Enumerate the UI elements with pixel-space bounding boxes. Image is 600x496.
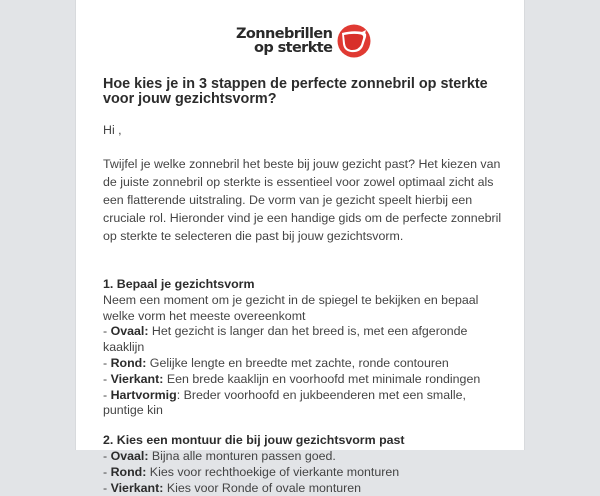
- email-title: Hoe kies je in 3 stappen de perfecte zonnebril op sterkte voor jouw gezichtsvorm?: [103, 76, 488, 107]
- list-item: - Vierkant: Een brede kaaklijn en voorhoofd met minimale rondingen: [103, 371, 481, 386]
- sunglasses-lens-icon: [337, 24, 371, 58]
- greeting: Hi ,: [103, 123, 122, 137]
- item-label: Hartvormig: [110, 387, 177, 402]
- list-item: - Rond: Kies voor rechthoekige of vierkante monturen: [103, 464, 400, 479]
- logo-line-1: Zonnebrillen: [236, 26, 333, 42]
- logo-wordmark: [236, 27, 332, 55]
- item-label: Vierkant:: [110, 480, 164, 495]
- section-text: Neem een moment om je gezicht in de spiegel te bekijken en bepaal welke vorm het meeste overeenkomt: [103, 292, 479, 323]
- list-item: - Ovaal: Bijna alle monturen passen goed.: [103, 448, 336, 463]
- list-item: - Ovaal: Het gezicht is langer dan het breed is, met een afgeronde kaaklijn: [103, 324, 468, 355]
- item-label: Rond:: [110, 355, 147, 370]
- section-heading: 2. Kies een montuur die bij jouw gezichtsvorm past: [103, 433, 405, 448]
- section-choose-frame: [103, 433, 503, 496]
- email-card: [75, 0, 525, 495]
- list-item: - Rond: Gelijke lengte en breedte met zachte, ronde contouren: [103, 355, 449, 370]
- section-heading: 1. Bepaal je gezichtsvorm: [103, 277, 255, 291]
- brand-logo[interactable]: [236, 24, 371, 58]
- email-body: [103, 77, 503, 496]
- item-label: Ovaal:: [110, 324, 149, 339]
- list-item: - Hartvormig: Breder voorhoofd en jukbeenderen met een smalle, puntige kin: [103, 387, 466, 418]
- section-face-shape: [103, 277, 503, 419]
- item-label: Ovaal:: [110, 448, 149, 463]
- intro-paragraph: Twijfel je welke zonnebril het beste bij jouw gezicht past? Het kiezen van de juiste zonnebril op sterkte is essentieel voor zowel optimaal zicht als een flatterende uitstraling. De vorm van je gezicht speelt hierbij een cruciale rol. Hieronder vind je een handige gids om de perfecte zonnebril op sterkte te selecteren die past bij jouw gezichtsvorm.: [103, 157, 502, 243]
- logo-line-2: op sterkte: [254, 40, 333, 56]
- item-label: Vierkant:: [110, 371, 164, 386]
- item-label: Rond:: [110, 464, 147, 479]
- list-item: - Vierkant: Kies voor Ronde of ovale monturen: [103, 480, 362, 495]
